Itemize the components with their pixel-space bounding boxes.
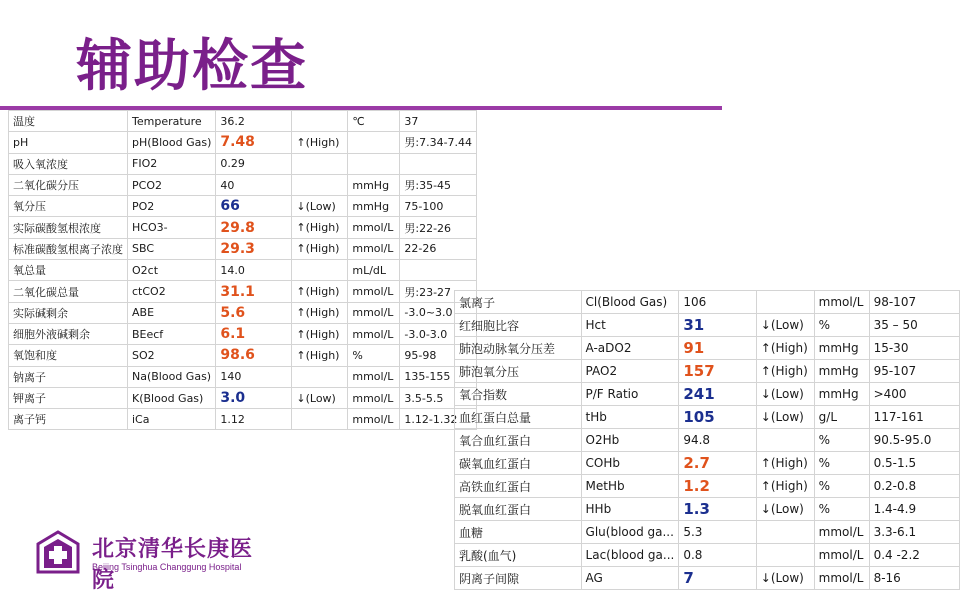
table-row xyxy=(9,111,477,132)
cell-result: 29.8 xyxy=(216,217,292,238)
cell-ref: 男:22-26 xyxy=(400,217,477,238)
cell-result: 105 xyxy=(679,406,756,429)
cell-result: 106 xyxy=(679,291,756,314)
cell-ref: >400 xyxy=(869,383,959,406)
table-row xyxy=(9,174,477,195)
hospital-name-cn: 北京清华长庚医院 xyxy=(92,536,254,593)
cell-flag: ↑(High) xyxy=(292,323,348,344)
cell-flag xyxy=(756,429,814,452)
cell-ref: 8-16 xyxy=(869,567,959,590)
cell-name: 氧分压 xyxy=(9,196,128,217)
cell-code: Cl(Blood Gas) xyxy=(581,291,679,314)
cell-result: 1.12 xyxy=(216,409,292,430)
cell-code: Hct xyxy=(581,314,679,337)
cell-unit: mmHg xyxy=(814,383,869,406)
table-row xyxy=(9,302,477,323)
cell-result: 31 xyxy=(679,314,756,337)
table-row xyxy=(455,314,960,337)
cell-flag: ↑(High) xyxy=(292,302,348,323)
cell-result: 14.0 xyxy=(216,260,292,281)
cell-name: 氯离子 xyxy=(455,291,582,314)
hospital-emblem-icon xyxy=(34,528,82,576)
cell-name: 肺泡动脉氧分压差 xyxy=(455,337,582,360)
cell-code: SBC xyxy=(128,238,216,259)
cell-flag xyxy=(756,544,814,567)
table-row xyxy=(9,366,477,387)
cell-ref: 35 – 50 xyxy=(869,314,959,337)
hospital-logo xyxy=(34,526,274,593)
table-row xyxy=(9,132,477,153)
cell-unit: mmol/L xyxy=(348,281,400,302)
table-row xyxy=(9,153,477,174)
table-row xyxy=(9,345,477,366)
cell-unit: mmol/L xyxy=(348,366,400,387)
cell-code: pH(Blood Gas) xyxy=(128,132,216,153)
cell-flag: ↑(High) xyxy=(292,132,348,153)
cell-flag xyxy=(756,521,814,544)
cell-code: PAO2 xyxy=(581,360,679,383)
cell-code: FIO2 xyxy=(128,153,216,174)
cell-name: 血糖 xyxy=(455,521,582,544)
cell-ref: 男:35-45 xyxy=(400,174,477,195)
cell-name: 脱氧血红蛋白 xyxy=(455,498,582,521)
cell-name: 实际碳酸氢根浓度 xyxy=(9,217,128,238)
cell-flag: ↓(Low) xyxy=(756,383,814,406)
cell-ref: 98-107 xyxy=(869,291,959,314)
cell-name: 钠离子 xyxy=(9,366,128,387)
cell-unit: % xyxy=(814,498,869,521)
cell-unit: % xyxy=(814,475,869,498)
cell-unit: mL/dL xyxy=(348,260,400,281)
table-row xyxy=(455,544,960,567)
cell-result: 157 xyxy=(679,360,756,383)
cell-name: 吸入氧浓度 xyxy=(9,153,128,174)
cell-result: 140 xyxy=(216,366,292,387)
cell-name: 温度 xyxy=(9,111,128,132)
cell-name: 氧合血红蛋白 xyxy=(455,429,582,452)
cell-name: 钾离子 xyxy=(9,387,128,408)
cell-unit: g/L xyxy=(814,406,869,429)
cell-result: 1.2 xyxy=(679,475,756,498)
cell-unit: % xyxy=(814,429,869,452)
cell-name: 标准碳酸氢根离子浓度 xyxy=(9,238,128,259)
cell-code: MetHb xyxy=(581,475,679,498)
cell-result: 7.48 xyxy=(216,132,292,153)
cell-result: 7 xyxy=(679,567,756,590)
cell-flag: ↓(Low) xyxy=(756,567,814,590)
table-row xyxy=(455,337,960,360)
table-row xyxy=(455,452,960,475)
cell-unit: mmol/L xyxy=(814,291,869,314)
blood-gas-table-1 xyxy=(8,110,477,430)
cell-code: HHb xyxy=(581,498,679,521)
cell-ref: -3.0~3.0 xyxy=(400,302,477,323)
cell-unit: mmHg xyxy=(814,337,869,360)
cell-unit: % xyxy=(348,345,400,366)
table-row xyxy=(455,429,960,452)
cell-flag xyxy=(292,111,348,132)
cell-code: Lac(blood ga... xyxy=(581,544,679,567)
table-row xyxy=(9,409,477,430)
cell-result: 91 xyxy=(679,337,756,360)
cell-ref: 1.4-4.9 xyxy=(869,498,959,521)
cell-ref xyxy=(400,153,477,174)
cell-result: 0.29 xyxy=(216,153,292,174)
cell-result: 66 xyxy=(216,196,292,217)
cell-ref: 男:23-27 xyxy=(400,281,477,302)
cell-flag: ↑(High) xyxy=(756,452,814,475)
cell-unit: mmol/L xyxy=(348,323,400,344)
cell-ref: 75-100 xyxy=(400,196,477,217)
cell-name: 碳氧血红蛋白 xyxy=(455,452,582,475)
cell-code: Na(Blood Gas) xyxy=(128,366,216,387)
cell-name: 氧总量 xyxy=(9,260,128,281)
cell-result: 5.6 xyxy=(216,302,292,323)
cell-name: 氧饱和度 xyxy=(9,345,128,366)
cell-ref: 90.5-95.0 xyxy=(869,429,959,452)
cell-flag xyxy=(292,260,348,281)
cell-unit: mmol/L xyxy=(348,387,400,408)
cell-code: K(Blood Gas) xyxy=(128,387,216,408)
cell-result: 5.3 xyxy=(679,521,756,544)
cell-result: 31.1 xyxy=(216,281,292,302)
cell-unit: mmol/L xyxy=(814,521,869,544)
cell-result: 98.6 xyxy=(216,345,292,366)
cell-result: 40 xyxy=(216,174,292,195)
cell-result: 0.8 xyxy=(679,544,756,567)
cell-code: Temperature xyxy=(128,111,216,132)
cell-name: 高铁血红蛋白 xyxy=(455,475,582,498)
cell-code: tHb xyxy=(581,406,679,429)
table-row xyxy=(9,387,477,408)
cell-flag: ↑(High) xyxy=(292,238,348,259)
cell-code: ABE xyxy=(128,302,216,323)
cell-unit xyxy=(348,153,400,174)
cell-result: 3.0 xyxy=(216,387,292,408)
cell-flag: ↑(High) xyxy=(292,217,348,238)
cell-unit: mmol/L xyxy=(348,302,400,323)
hospital-name-en: Beijing Tsinghua Changgung Hospital xyxy=(92,562,242,572)
cell-name: 离子钙 xyxy=(9,409,128,430)
table-row xyxy=(455,360,960,383)
cell-ref: 0.5-1.5 xyxy=(869,452,959,475)
table-row xyxy=(455,291,960,314)
cell-flag xyxy=(292,153,348,174)
cell-ref: 3.5-5.5 xyxy=(400,387,477,408)
cell-ref: 0.2-0.8 xyxy=(869,475,959,498)
cell-code: HCO3- xyxy=(128,217,216,238)
cell-code: COHb xyxy=(581,452,679,475)
cell-unit: mmol/L xyxy=(348,217,400,238)
table-row xyxy=(9,260,477,281)
cell-flag: ↓(Low) xyxy=(756,406,814,429)
cell-name: 肺泡氧分压 xyxy=(455,360,582,383)
cell-code: ctCO2 xyxy=(128,281,216,302)
cell-code: PCO2 xyxy=(128,174,216,195)
cell-ref: 135-155 xyxy=(400,366,477,387)
cell-name: 细胞外液碱剩余 xyxy=(9,323,128,344)
table-row xyxy=(9,281,477,302)
cell-unit xyxy=(348,132,400,153)
cell-unit: mmol/L xyxy=(814,544,869,567)
cell-ref: 37 xyxy=(400,111,477,132)
cell-flag xyxy=(292,366,348,387)
cell-ref: 22-26 xyxy=(400,238,477,259)
cell-flag xyxy=(756,291,814,314)
cell-result: 29.3 xyxy=(216,238,292,259)
cell-flag: ↑(High) xyxy=(756,337,814,360)
cell-name: 二氧化碳总量 xyxy=(9,281,128,302)
cell-code: BEecf xyxy=(128,323,216,344)
table-row xyxy=(9,323,477,344)
cell-unit: % xyxy=(814,452,869,475)
cell-flag xyxy=(292,409,348,430)
table-row xyxy=(9,196,477,217)
cell-name: 血红蛋白总量 xyxy=(455,406,582,429)
cell-result: 1.3 xyxy=(679,498,756,521)
cell-name: 阴离子间隙 xyxy=(455,567,582,590)
table-row xyxy=(455,406,960,429)
cell-code: P/F Ratio xyxy=(581,383,679,406)
cell-code: O2ct xyxy=(128,260,216,281)
cell-ref: 15-30 xyxy=(869,337,959,360)
page-title: 辅助检查 xyxy=(76,34,308,99)
cell-unit: mmol/L xyxy=(814,567,869,590)
cell-flag: ↓(Low) xyxy=(292,196,348,217)
cell-ref: -3.0-3.0 xyxy=(400,323,477,344)
cell-ref xyxy=(400,260,477,281)
cell-result: 94.8 xyxy=(679,429,756,452)
table-row xyxy=(455,521,960,544)
cell-name: 红细胞比容 xyxy=(455,314,582,337)
cell-flag: ↑(High) xyxy=(756,475,814,498)
table-row xyxy=(455,475,960,498)
cell-result: 6.1 xyxy=(216,323,292,344)
cell-name: pH xyxy=(9,132,128,153)
table-row xyxy=(455,498,960,521)
table-row xyxy=(455,567,960,590)
cell-flag: ↓(Low) xyxy=(292,387,348,408)
cell-name: 氧合指数 xyxy=(455,383,582,406)
cell-flag: ↑(High) xyxy=(292,345,348,366)
cell-name: 二氧化碳分压 xyxy=(9,174,128,195)
cell-flag: ↓(Low) xyxy=(756,498,814,521)
cell-result: 36.2 xyxy=(216,111,292,132)
table-row xyxy=(455,383,960,406)
cell-flag: ↑(High) xyxy=(756,360,814,383)
cell-ref: 男:7.34-7.44 xyxy=(400,132,477,153)
cell-ref: 95-107 xyxy=(869,360,959,383)
cell-unit: % xyxy=(814,314,869,337)
cell-ref: 0.4 -2.2 xyxy=(869,544,959,567)
cell-flag: ↓(Low) xyxy=(756,314,814,337)
cell-flag xyxy=(292,174,348,195)
cell-code: PO2 xyxy=(128,196,216,217)
cell-ref: 117-161 xyxy=(869,406,959,429)
cell-name: 实际碱剩余 xyxy=(9,302,128,323)
cell-result: 241 xyxy=(679,383,756,406)
cell-code: A-aDO2 xyxy=(581,337,679,360)
cell-unit: mmHg xyxy=(348,174,400,195)
cell-code: iCa xyxy=(128,409,216,430)
cell-code: O2Hb xyxy=(581,429,679,452)
cell-ref: 95-98 xyxy=(400,345,477,366)
cell-unit: mmHg xyxy=(348,196,400,217)
cell-code: AG xyxy=(581,567,679,590)
cell-unit: ℃ xyxy=(348,111,400,132)
cell-unit: mmol/L xyxy=(348,238,400,259)
cell-ref: 1.12-1.32 xyxy=(400,409,477,430)
cell-unit: mmol/L xyxy=(348,409,400,430)
cell-ref: 3.3-6.1 xyxy=(869,521,959,544)
cell-code: Glu(blood ga... xyxy=(581,521,679,544)
cell-unit: mmHg xyxy=(814,360,869,383)
table-row xyxy=(9,217,477,238)
cell-name: 乳酸(血气) xyxy=(455,544,582,567)
blood-gas-table-2 xyxy=(454,290,960,590)
cell-result: 2.7 xyxy=(679,452,756,475)
table-row xyxy=(9,238,477,259)
cell-code: SO2 xyxy=(128,345,216,366)
cell-flag: ↑(High) xyxy=(292,281,348,302)
